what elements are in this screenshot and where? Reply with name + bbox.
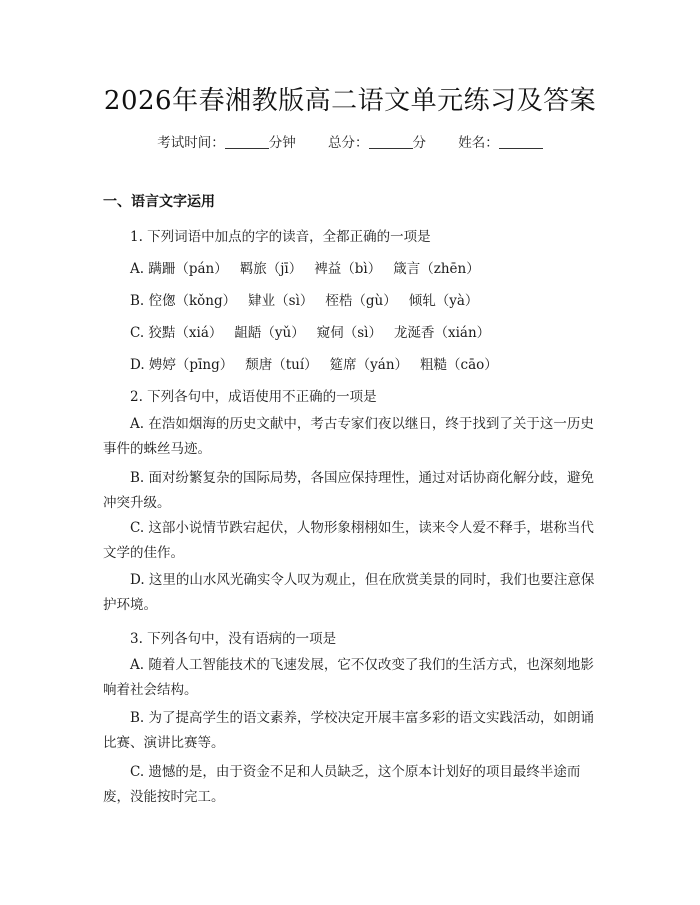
exam-time-field	[157, 135, 300, 151]
exam-time-unit: 分钟	[268, 135, 296, 151]
question-1-option-a: A. 蹒跚（pán） 羁旅（jī） 裨益（bì） 箴言（zhēn）	[130, 261, 480, 277]
page-title: 2026年春湘教版高二语文单元练习及答案	[103, 86, 597, 116]
question-1-stem: 1. 下列词语中加点的字的读音，全都正确的一项是	[130, 229, 431, 245]
name-blank	[499, 134, 543, 149]
question-2-option-d: D. 这里的山水风光确实令人叹为观止，但在欣赏美景的同时，我们也要注意保护环境。	[103, 572, 595, 613]
section-heading: 一、语言文字运用	[103, 194, 215, 210]
question-2-option-a: A. 在浩如烟海的历史文献中，考古专家们夜以继日，终于找到了关于这一历史事件的蛛丝马迹。	[103, 416, 594, 457]
exam-time-label: 考试时间：	[157, 135, 225, 151]
question-1-option-c: C. 狡黠（xiá） 龃龉（yǔ） 窥伺（sì） 龙涎香（xián）	[130, 325, 491, 341]
total-score-label: 总分：	[328, 135, 369, 151]
total-score-unit: 分	[412, 135, 426, 151]
total-score-blank	[369, 134, 413, 149]
question-2-option-b: B. 面对纷繁复杂的国际局势，各国应保持理性，通过对话协商化解分歧，避免冲突升级。	[103, 470, 595, 511]
question-3-stem: 3. 下列各句中，没有语病的一项是	[130, 631, 337, 647]
question-3-option-b: B. 为了提高学生的语文素养，学校决定开展丰富多彩的语文实践活动，如朗诵比赛、演讲比赛等。	[103, 710, 595, 751]
question-1-option-b: B. 倥偬（kǒng） 肄业（sì） 桎梏（gù） 倾轧（yà）	[130, 293, 479, 309]
question-2-stem: 2. 下列各句中，成语使用不正确的一项是	[130, 389, 377, 405]
name-label: 姓名：	[458, 135, 499, 151]
exam-time-blank	[225, 134, 269, 149]
exam-info-line	[0, 131, 700, 151]
question-1-option-d: D. 娉婷（pīng） 颓唐（tuí） 筵席（yán） 粗糙（cāo）	[130, 357, 498, 373]
question-3-option-a: A. 随着人工智能技术的飞速发展，它不仅改变了我们的生活方式，也深刻地影响着社会结构。	[103, 657, 594, 698]
total-score-field	[328, 135, 430, 151]
name-field	[458, 135, 543, 151]
question-3-option-c: C. 遗憾的是，由于资金不足和人员缺乏，这个原本计划好的项目最终半途而废，没能按时完工。	[103, 764, 581, 805]
question-2-option-c: C. 这部小说情节跌宕起伏，人物形象栩栩如生，读来令人爱不释手，堪称当代文学的佳作。	[103, 520, 594, 561]
